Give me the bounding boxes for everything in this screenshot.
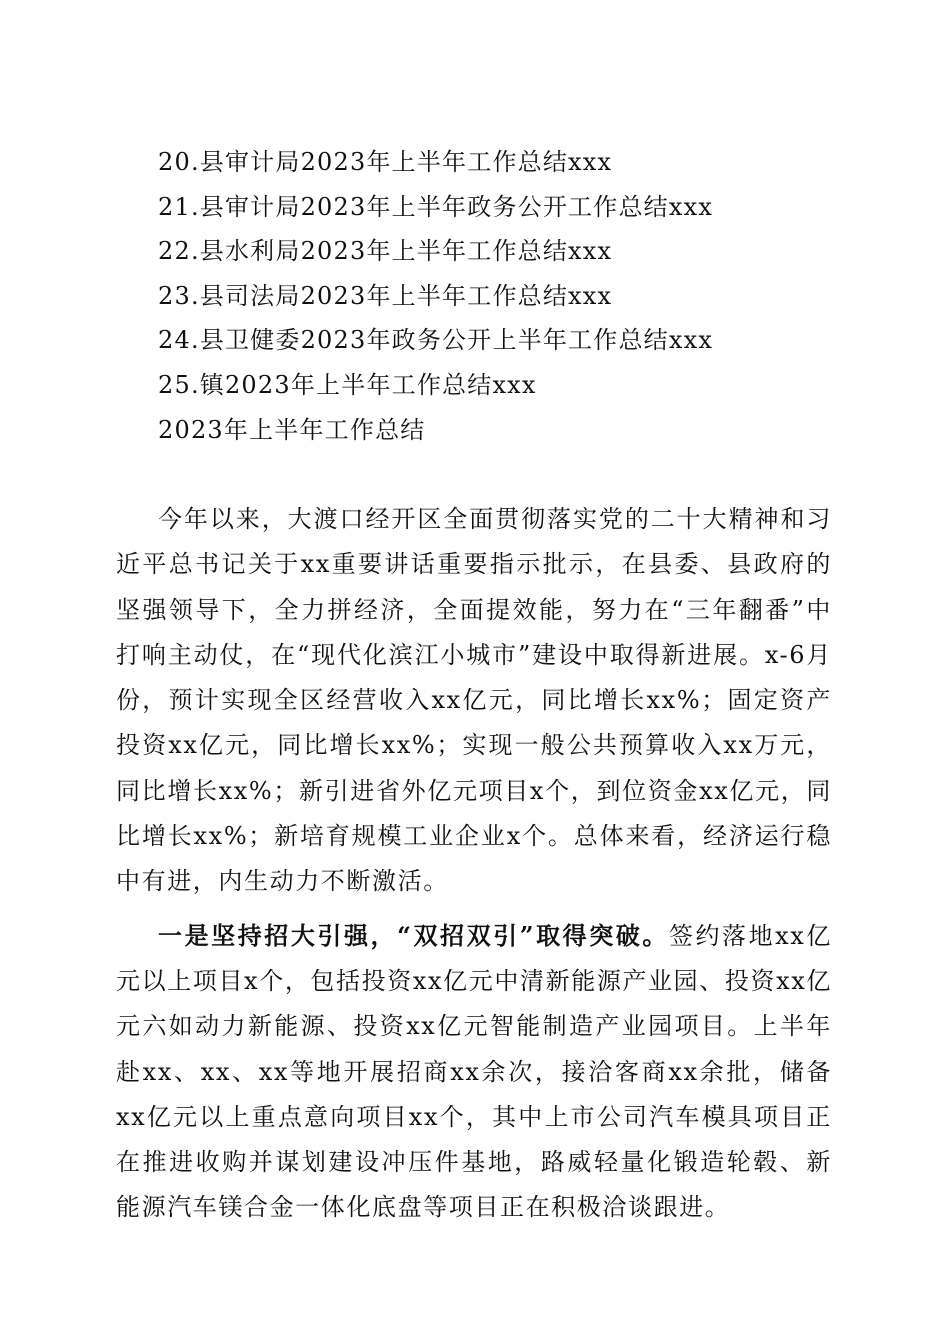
list-item: 21.县审计局2023年上半年政务公开工作总结xxx xyxy=(158,192,714,221)
paragraph-investment xyxy=(116,913,832,1231)
paragraph-heading: 一是坚持招大引强，“双招双引”取得突破。 xyxy=(158,920,669,950)
list-item: 20.县审计局2023年上半年工作总结xxx xyxy=(158,148,613,176)
list-item: 22.县水利局2023年上半年工作总结xxx xyxy=(158,237,613,266)
document-list xyxy=(158,140,858,452)
section-title: 2023年上半年工作总结 xyxy=(158,415,426,444)
body-text xyxy=(116,497,832,1231)
list-item: 24.县卫健委2023年政务公开上半年工作总结xxx xyxy=(158,326,714,355)
list-item: 25.镇2023年上半年工作总结xxx xyxy=(158,370,537,399)
paragraph-intro: 今年以来，大渡口经开区全面贯彻落实党的二十大精神和习近平总书记关于xx重要讲话重要指示批示，在县委、县政府的坚强领导下，全力拼经济，全面提效能，努力在“三年翻番”中打响主动仗，在“现代化滨江小城市”建设中取得新进展。x-6月份，预计实现全区经营收入xx亿元，同比增长xx%；固定资产投资xx亿元，同比增长xx%；实现一般公共预算收入xx万元，同比增长xx%；新引进省外亿元项目x个，到位资金xx亿元，同比增长xx%；新培育规模工业企业x个。总体来看，经济运行稳中有进，内生动力不断激活。 xyxy=(116,505,832,896)
paragraph-text: 签约落地xx亿元以上项目x个，包括投资xx亿元中清新能源产业园、投资xx亿元六如动力新能源、投资xx亿元智能制造产业园项目。上半年赴xx、xx、xx等地开展招商xx余次，接洽客商xx余批，储备xx亿元以上重点意向项目xx个，其中上市公司汽车模具项目正在推进收购并谋划建设冲压件基地，路威轻量化锻造轮毂、新能源汽车镁合金一体化底盘等项目正在积极洽谈跟进。 xyxy=(116,921,832,1222)
list-item: 23.县司法局2023年上半年工作总结xxx xyxy=(158,281,613,310)
